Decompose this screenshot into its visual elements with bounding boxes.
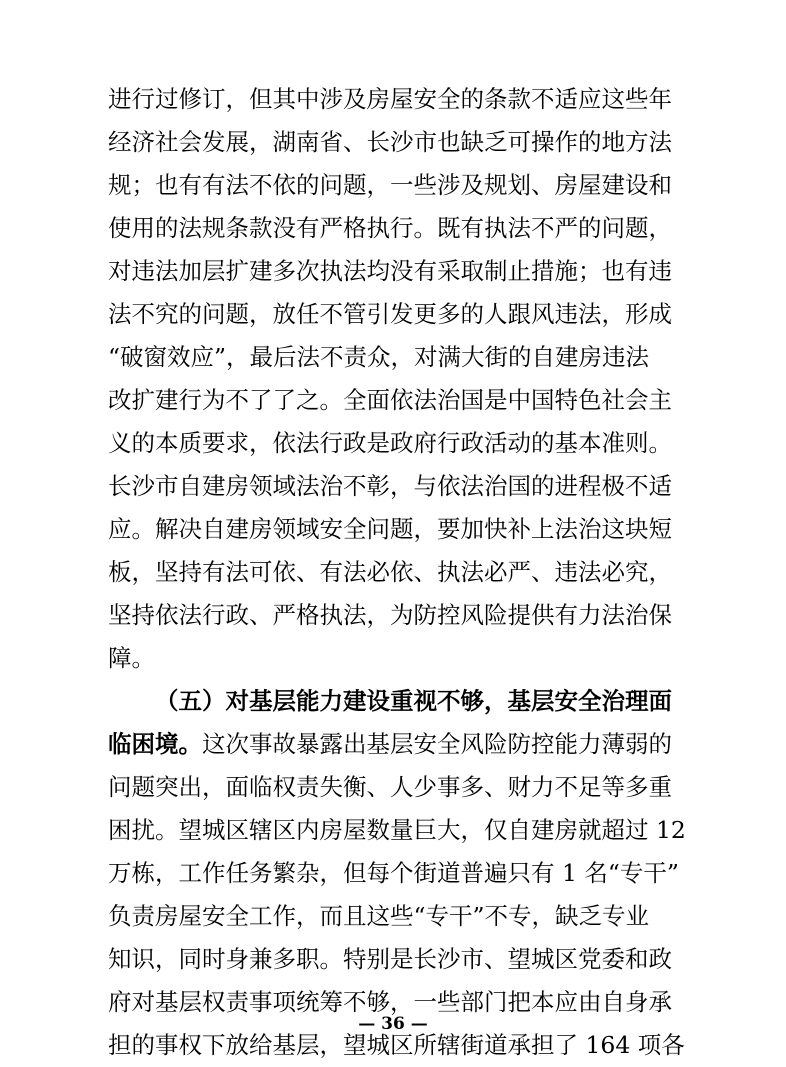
paragraph-line: 问题突出，面临权责失衡、人少事多、财力不足等多重 — [108, 773, 672, 801]
paragraph-line: 法不究的问题，放任不管引发更多的人跟风违法，形成 — [108, 300, 672, 328]
paragraph-line: 负责房屋安全工作，而且这些“专干”不专，缺乏专业 — [108, 902, 650, 930]
paragraph-line: 万栋，工作任务繁杂，但每个街道普遍只有 1 名“专干” — [108, 859, 679, 887]
paragraph-line: 对违法加层扩建多次执法均没有采取制止措施；也有违 — [108, 257, 672, 285]
paragraph-text: 这次事故暴露出基层安全风险防控能力薄弱的 — [202, 730, 672, 758]
document-body — [108, 78, 688, 1067]
paragraph-line: 障。 — [108, 644, 155, 672]
paragraph-line: 改扩建行为不了了之。全面依法治国是中国特色社会主 — [108, 386, 672, 414]
paragraph-line: 板，坚持有法可依、有法必依、执法必严、违法必究， — [108, 558, 672, 586]
paragraph-line: 应。解决自建房领域安全问题，要加快补上法治这块短 — [108, 515, 672, 543]
page-number: — 36 — — [358, 1014, 428, 1034]
paragraph-line: 进行过修订，但其中涉及房屋安全的条款不适应这些年 — [108, 85, 672, 113]
paragraph-line: 担的事权下放给基层，望城区所辖街道承担了 164 项各 — [108, 1031, 685, 1059]
paragraph-line: 知识，同时身兼多职。特别是长沙市、望城区党委和政 — [108, 945, 672, 973]
paragraph-line: 长沙市自建房领域法治不彰，与依法治国的进程极不适 — [108, 472, 672, 500]
paragraph-line: 规；也有有法不依的问题，一些涉及规划、房屋建设和 — [108, 171, 672, 199]
paragraph-line: 义的本质要求，依法行政是政府行政活动的基本准则。 — [108, 429, 672, 457]
section-heading-line: （五）对基层能力建设重视不够，基层安全治理面 — [155, 687, 672, 715]
paragraph-line: 坚持依法行政、严格执法，为防控风险提供有力法治保 — [108, 601, 672, 629]
paragraph-line — [108, 723, 688, 766]
paragraph-line: 使用的法规条款没有严格执行。既有执法不严的问题， — [108, 214, 672, 242]
paragraph-line: “破窗效应”，最后法不责众，对满大街的自建房违法 — [108, 343, 650, 371]
section-heading-end: 临困境。 — [108, 730, 202, 758]
paragraph-line: 困扰。望城区辖区内房屋数量巨大，仅自建房就超过 12 — [108, 816, 686, 844]
paragraph-line: 经济社会发展，湖南省、长沙市也缺乏可操作的地方法 — [108, 128, 672, 156]
paragraph-line: 府对基层权责事项统筹不够，一些部门把本应由自身承 — [108, 988, 672, 1016]
